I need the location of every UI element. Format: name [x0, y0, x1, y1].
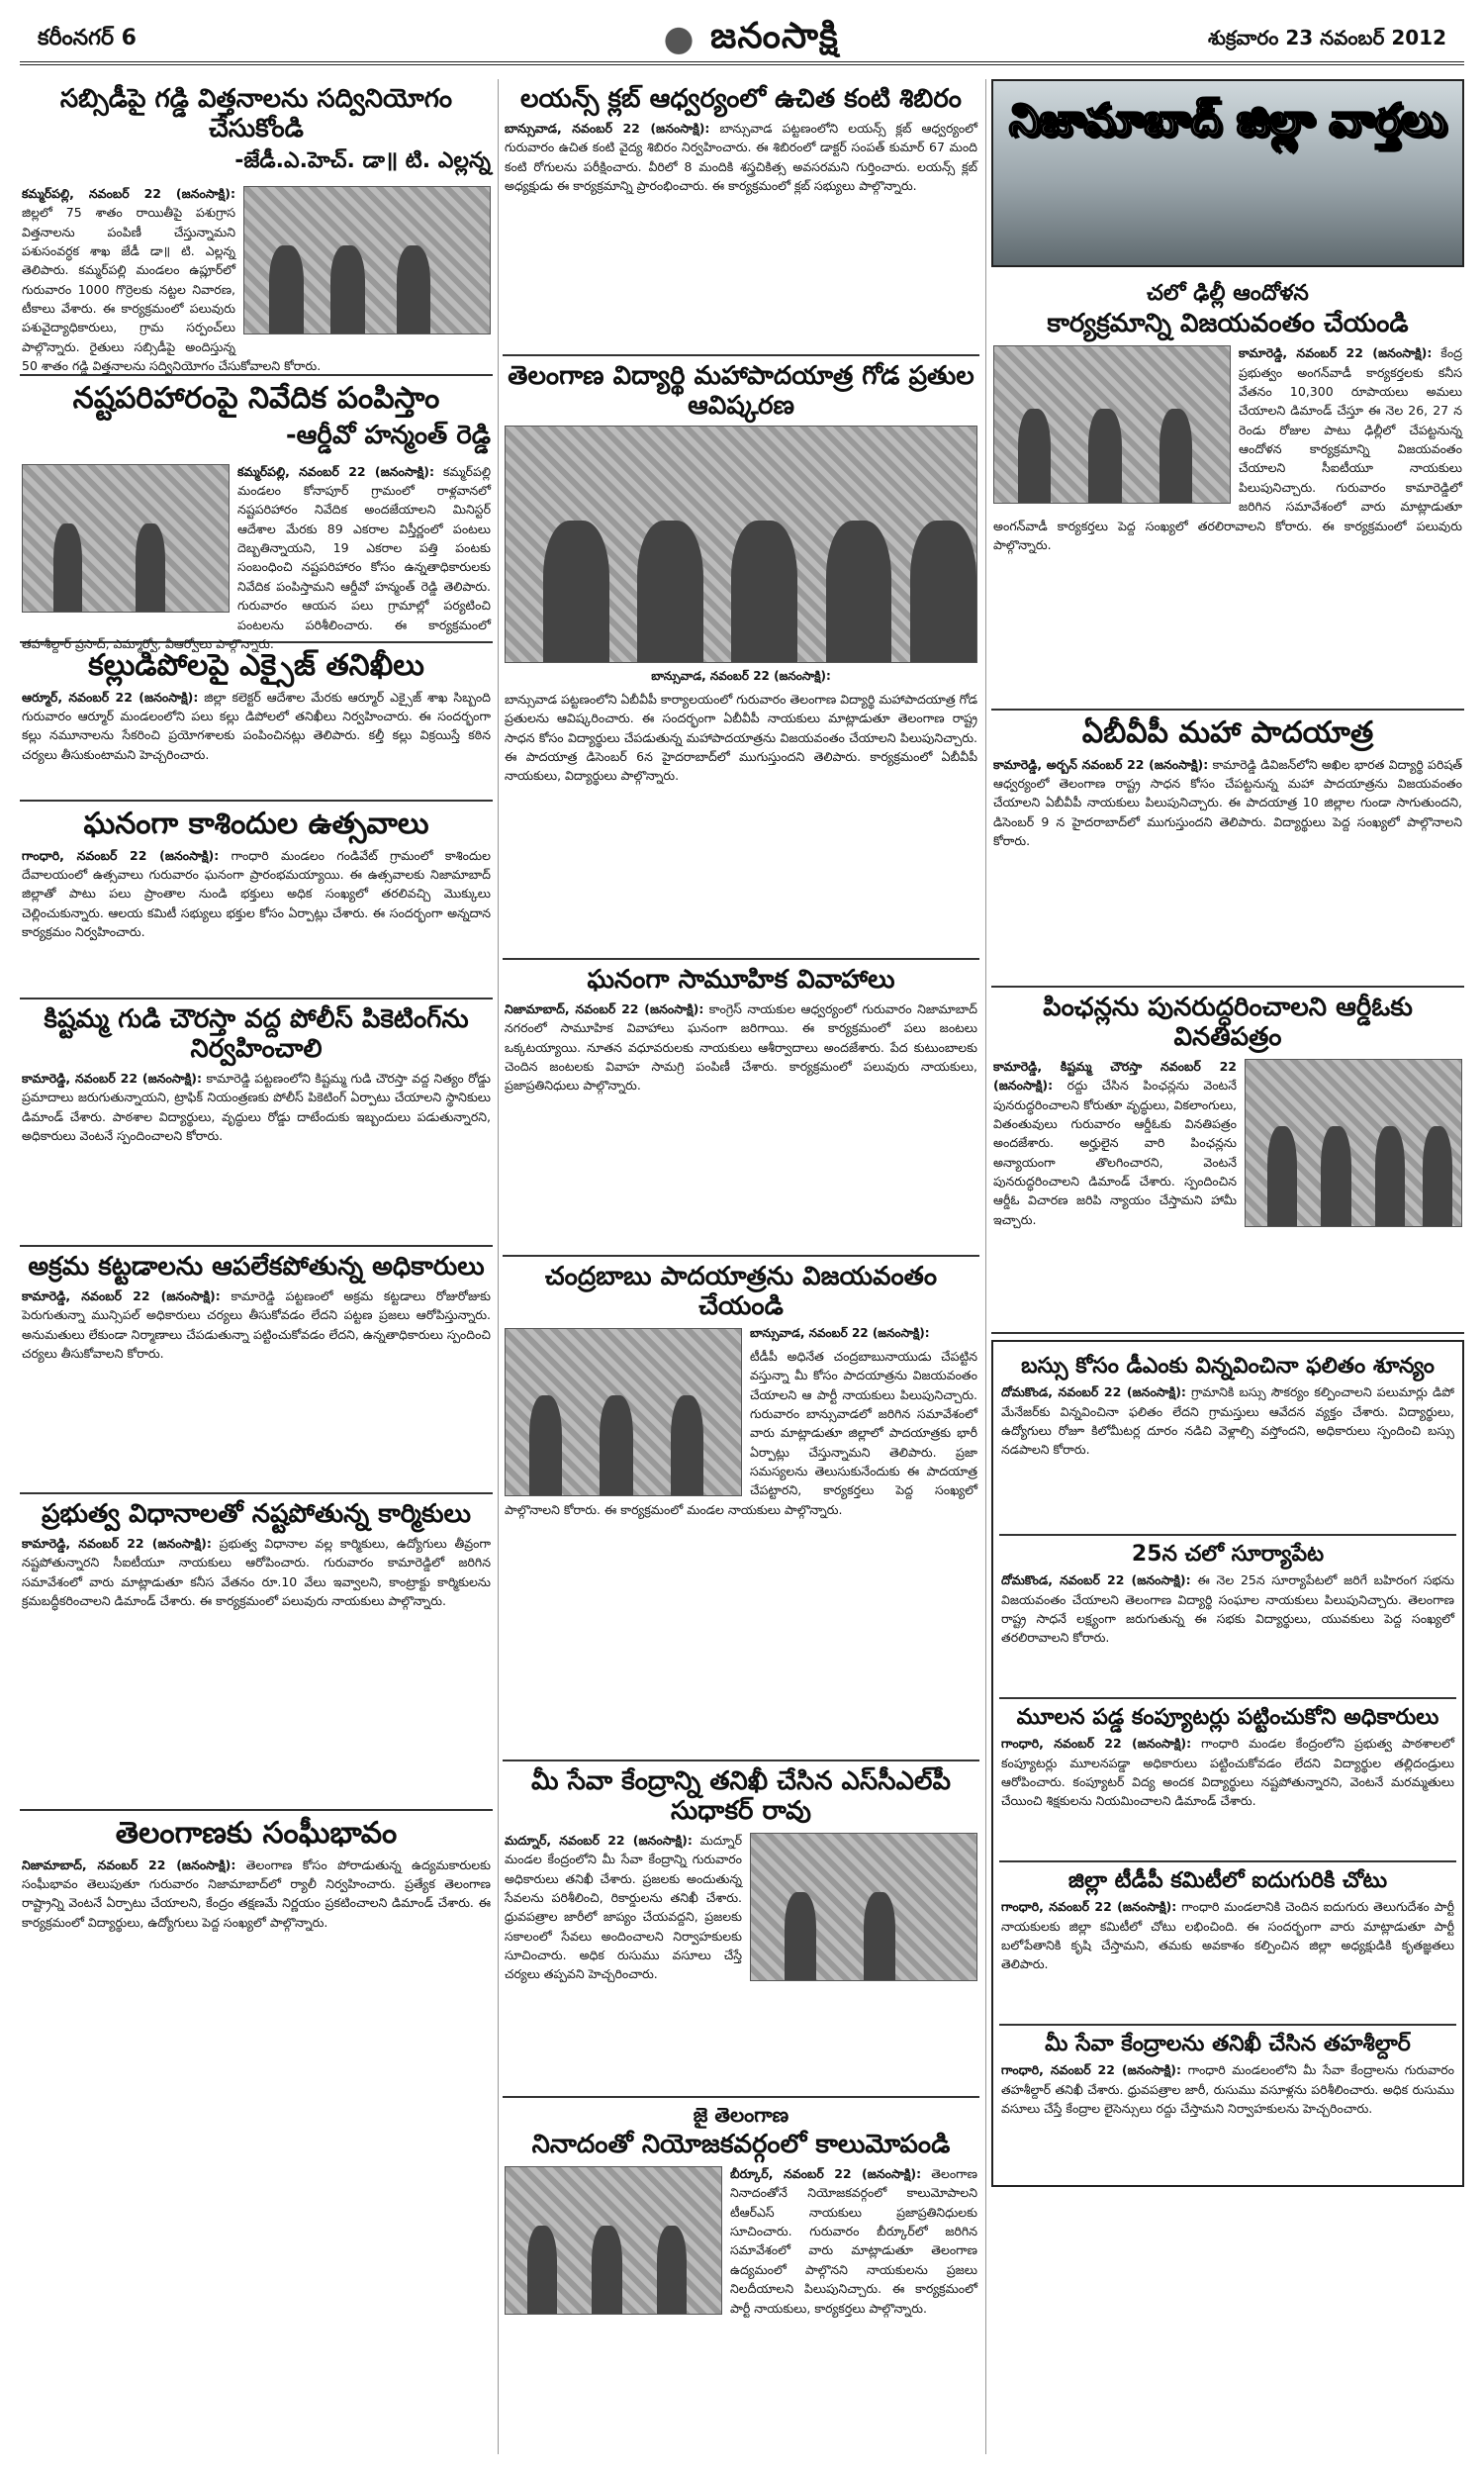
article-dateline: గాంధారి, నవంబర్ 22 (జనంసాక్షి): — [1001, 1736, 1192, 1752]
article-headline: ఘనంగా సామూహిక వివాహాలు — [587, 965, 895, 995]
article-headline: నినాదంతో నియోజకవర్గంలో కాలుమోపండి — [531, 2130, 951, 2159]
district-news-banner — [991, 79, 1464, 267]
article-dateline: ఆర్మూర్, నవంబర్ 22 (జనంసాక్షి): — [22, 689, 199, 705]
article-body: ఈ నెల 25న సూర్యాపేటలో జరిగే బహిరంగ సభను విజయవంతం చేయాలని తెలంగాణ విద్యార్థి సంఘాల నాయకులు పిలుపునిచ్చారు. తెలంగాణ రాష్ట్ర సాధనే లక్ష్యంగా జరుగుతున్న ఈ సభకు విద్యార్థులు, యువకులు పెద్ద సంఖ్యలో తరలిరావాలని కోరారు. — [1001, 1572, 1454, 1646]
article-dateline: గాంధారి, నవంబర్ 22 (జనంసాక్షి): — [1001, 2062, 1181, 2078]
article-body: తెలంగాణ నినాదంతోనే నియోజకవర్గంలో కాలుమోపాలని టీఆర్ఎస్ నాయకులు ప్రజాప్రతినిధులకు సూచించారు. గురువారం బీర్కూర్‌లో జరిగిన సమావేశంలో వారు మాట్లాడుతూ తెలంగాణ ఉద్యమంలో పాల్గొనని నాయకులను ప్రజలు నిలదీయాలని పిలుపునిచ్చారు. ఈ కార్యక్రమంలో పార్టీ నాయకులు, కార్యకర్తలు పాల్గొన్నారు. — [730, 2165, 977, 2316]
article-headline: లయన్స్ క్లబ్ ఆధ్వర్యంలో ఉచిత కంటి శిబిరం — [520, 84, 962, 114]
article-headline: బస్సు కోసం డీఎంకు విన్నవించినా ఫలితం శూన్యం — [1021, 1354, 1435, 1379]
article-photo — [22, 464, 230, 613]
article-dateline: బాన్సువాడ, నవంబర్ 22 (జనంసాక్షి): — [505, 120, 710, 136]
article-byline: -జేడీ.ఎ.హెచ్. డా॥ టి. ఎల్లన్న — [234, 147, 491, 173]
article-student-padayatra — [503, 356, 979, 960]
article-dateline: గాంధారి, నవంబర్ 22 (జనంసాక్షి): — [1001, 1899, 1177, 1915]
article-chandrababu-padayatra — [503, 1257, 979, 1761]
photo-caption: బాన్సువాడ, నవంబర్ 22 (జనంసాక్షి): — [651, 668, 831, 683]
article-headline: మీ సేవా కేంద్రాలను తనిఖీ చేసిన తహశీల్దార్ — [1045, 2032, 1411, 2056]
article-dateline: బీర్కూర్, నవంబర్ 22 (జనంసాక్షి): — [730, 2165, 922, 2181]
article-body: తెలంగాణ కోసం పోరాడుతున్న ఉద్యమకారులకు సంఘీభావం తెలుపుతూ గురువారం నిజామాబాద్‌లో ర్యాలీ నిర్వహించారు. ప్రత్యేక తెలంగాణ రాష్ట్రాన్ని వెంటనే ఏర్పాటు చేయాలని, కేంద్రం తక్షణమే నిర్ణయం ప్రకటించాలని డిమాండ్ చేశారు. ఈ కార్యక్రమంలో విద్యార్థులు, ఉద్యోగులు పెద్ద సంఖ్యలో పాల్గొన్నారు. — [22, 1856, 491, 1930]
article-photo — [505, 2166, 722, 2315]
article-headline: పింఛన్లను పునరుద్ధరించాలని ఆర్డీఓకు వినతిపత్రం — [1043, 993, 1413, 1052]
article-abvp-padayatra — [991, 711, 1464, 988]
issue-date: శుక్రవారం 23 నవంబర్ 2012 — [1208, 26, 1446, 49]
article-body: బాన్సువాడ పట్టణంలోని లయన్స్ క్లబ్ ఆధ్వర్యంలో గురువారం ఉచిత కంటి వైద్య శిబిరం నిర్వహించారు. ఈ శిబిరంలో డాక్టర్ సంపత్ కుమార్ 67 మంది కంటి రోగులను పరీక్షించారు. వీరిలో 8 మందికి శస్త్రచికిత్స అవసరమని గుర్తించారు. లయన్స్ క్లబ్ అధ్యక్షుడు ఈ కార్యక్రమాన్ని ప్రారంభించారు. ఈ కార్యక్రమంలో క్లబ్ సభ్యులు పాల్గొన్నారు. — [505, 120, 978, 194]
masthead — [20, 14, 1464, 65]
article-body: మద్నూర్ మండల కేంద్రంలోని మీ సేవా కేంద్రాన్ని గురువారం అధికారులు తనిఖీ చేశారు. ప్రజలకు అందుతున్న సేవలను పరిశీలించి, రికార్డులను తనిఖీ చేశారు. ధ్రువపత్రాల జారీలో జాప్యం చేయవద్దని, ప్రజలకు సకాలంలో సేవలు అందించాలని నిర్వాహకులకు సూచించారు. అధిక రుసుము వసూలు చేస్తే చర్యలు తప్పవని హెచ్చరించారు. — [505, 1832, 742, 1982]
article-headline: కిష్టమ్మ గుడి చౌరస్తా వద్ద పోలీస్ పికెటింగ్‌ను నిర్వహించాలి — [44, 1004, 469, 1064]
article-dateline: కామారెడ్డి, నవంబర్ 22 (జనంసాక్షి): — [22, 1287, 221, 1303]
article-photo — [505, 1328, 742, 1496]
article-chalo-suryapet — [999, 1536, 1456, 1699]
article-headline: మీ సేవా కేంద్రాన్ని తనిఖీ చేసిన ఎస్‌సీఎల్‌పీ సుధాకర్ రావు — [531, 1766, 951, 1826]
article-byline: -ఆర్డీవో హన్మంత్ రెడ్డి — [285, 420, 491, 450]
article-headline: ఏబీవీపీ మహా పాదయాత్ర — [1081, 715, 1374, 750]
article-grass-seeds — [20, 79, 493, 376]
article-dateline: కమ్మర్‌పల్లి, నవంబర్ 22 (జనంసాక్షి): — [237, 463, 434, 479]
article-headline: తెలంగాణ విద్యార్థి మహాపాదయాత్ర గోడ ప్రతుల ఆవిష్కరణ — [508, 361, 974, 421]
article-mass-weddings — [503, 960, 979, 1257]
article-headline: అక్రమ కట్టడాలను ఆపలేకపోతున్న అధికారులు — [28, 1252, 485, 1282]
article-excise-checks — [20, 643, 493, 802]
article-headline: కల్లుడిపోలపై ఎక్సైజ్ తనిఖీలు — [88, 648, 424, 683]
article-body: బాన్సువాడ పట్టణంలోని ఏబీవీపీ కార్యాలయంలో గురువారం తెలంగాణ విద్యార్థి మహాపాదయాత్ర గోడ ప్రతులను ఆవిష్కరించారు. ఈ సందర్భంగా ఏబీవీపీ నాయకులు మాట్లాడుతూ తెలంగాణ రాష్ట్ర సాధన కోసం విద్యార్థులు చేపడుతున్న మహాపాదయాత్రను విజయవంతం చేయాలని పిలుపునిచ్చారు. ఈ పాదయాత్ర డిసెంబర్ 6న హైదరాబాద్‌లో ముగుస్తుందని తెలిపారు. కార్యక్రమంలో ఏబీవీపీ నాయకులు, విద్యార్థులు పాల్గొన్నారు. — [505, 691, 977, 784]
article-dateline: కామారెడ్డి, అర్బన్ నవంబర్ 22 (జనంసాక్షి): — [993, 756, 1209, 772]
article-dateline: దోమకొండ, నవంబర్ 22 (జనంసాక్షి): — [1001, 1384, 1186, 1400]
article-photo — [505, 426, 977, 663]
article-tahsildar-inspection — [999, 2026, 1456, 2179]
boxed-news — [991, 1340, 1464, 2187]
paper-name — [653, 16, 839, 65]
article-headline: కార్యక్రమాన్ని విజయవంతం చేయండి — [1047, 309, 1409, 339]
article-body: రద్దు చేసిన పింఛన్లను వెంటనే పునరుద్ధరించాలని కోరుతూ వృద్ధులు, వికలాంగులు, వితంతువులు గురువారం ఆర్డీఓకు వినతిపత్రం అందజేశారు. అర్హులైన వారి పింఛన్లను అన్యాయంగా తొలగించారని, వెంటనే పునరుద్ధరించాలని డిమాండ్ చేశారు. స్పందించిన ఆర్డీఓ విచారణ జరిపి న్యాయం చేస్తామని హామీ ఇచ్చారు. — [993, 1078, 1237, 1227]
column-divider — [985, 79, 986, 2454]
article-body: గాంధారి మండలం గండివేట్ గ్రామంలో కాశిందుల దేవాలయంలో ఉత్సవాలు గురువారం ఘనంగా ప్రారంభమయ్యాయి. ఈ ఉత్సవాలకు నిజామాబాద్ జిల్లాతో పాటు పలు ప్రాంతాల నుండి భక్తులు అధిక సంఖ్యలో తరలివచ్చి మొక్కులు చెల్లించుకున్నారు. ఆలయ కమిటీ సభ్యులు భక్తుల కోసం ఏర్పాట్లు చేశారు. ఈ సందర్భంగా అన్నదాన కార్యక్రమం నిర్వహించారు. — [22, 847, 491, 939]
article-police-picketing — [20, 999, 493, 1247]
article-meeseva-inspection — [503, 1761, 979, 2098]
article-chalo-delhi — [991, 275, 1464, 711]
article-body: గాంధారి మండలంలోని మీ సేవా కేంద్రాలను గురువారం తహశీల్దార్ తనిఖీ చేశారు. ధ్రువపత్రాల జారీ, రుసుము వసూళ్లను పరిశీలించారు. అధిక రుసుము వసూలు చేస్తే కేంద్రాల లైసెన్సులు రద్దు చేస్తామని నిర్వాహకులను హెచ్చరించారు. — [1001, 2062, 1454, 2117]
article-headline: 25న చలో సూర్యాపేట — [1131, 1542, 1325, 1567]
article-photo — [243, 186, 491, 334]
article-dateline: మద్నూర్, నవంబర్ 22 (జనంసాక్షి): — [505, 1832, 693, 1848]
article-dateline: కామారెడ్డి, నవంబర్ 22 (జనంసాక్షి): — [22, 1535, 212, 1551]
article-dateline: కామారెడ్డి, నవంబర్ 22 (జనంసాక్షి): — [22, 1070, 202, 1086]
article-headline: తెలంగాణకు సంఘీభావం — [115, 1816, 398, 1851]
article-headline: చంద్రబాబు పాదయాత్రను విజయవంతం చేయండి — [544, 1262, 938, 1321]
article-headline: ఘనంగా కాశిందుల ఉత్సవాలు — [83, 807, 429, 841]
article-headline: ప్రభుత్వ విధానాలతో నష్టపోతున్న కార్మికులు — [42, 1499, 471, 1529]
article-compensation — [20, 376, 493, 651]
article-dateline: కామారెడ్డి, కిష్టమ్మ చౌరస్తా నవంబర్ 22 (జనంసాక్షి): — [993, 1058, 1237, 1094]
article-dateline: నిజామాబాద్, నవంబర్ 22 (జనంసాక్షి): — [505, 1000, 704, 1016]
logo-icon — [653, 21, 704, 54]
column-left — [20, 79, 493, 2454]
article-body: కాంగ్రెస్ నాయకుల ఆధ్వర్యంలో గురువారం నిజామాబాద్ నగరంలో సామూహిక వివాహాలు ఘనంగా జరిగాయి. ఈ కార్యక్రమంలో పలు జంటలు ఒక్కటయ్యాయి. నూతన వధూవరులకు నాయకులు ఆశీర్వాదాలు అందజేశారు. పేద కుటుంబాలకు చెందిన జంటలకు వివాహ సామగ్రి పంపిణీ చేశారు. కార్యక్రమంలో పలువురు నాయకులు, ప్రజాప్రతినిధులు పాల్గొన్నారు. — [505, 1000, 977, 1094]
article-body: టీడీపీ అధినేత చంద్రబాబునాయుడు చేపట్టిన వస్తున్నా మీ కోసం పాదయాత్రను విజయవంతం చేయాలని ఆ పార్టీ నాయకులు పిలుపునిచ్చారు. గురువారం బాన్సువాడలో జరిగిన సమావేశంలో వారు మాట్లాడుతూ జిల్లాలో పాదయాత్రకు భారీ ఏర్పాట్లు చేస్తున్నామని తెలిపారు. ప్రజా సమస్యలను తెలుసుకునేందుకు ఈ పాదయాత్ర చేపట్టారని, కార్యకర్తలు పెద్ద సంఖ్యలో పాల్గొనాలని కోరారు. ఈ కార్యక్రమంలో మండల నాయకులు పాల్గొన్నారు. — [505, 1348, 977, 1517]
article-kicker: చలో ఢిల్లీ ఆందోళన — [1147, 281, 1309, 306]
article-headline: మూలన పడ్డ కంప్యూటర్లు పట్టించుకోని అధికారులు — [1016, 1705, 1439, 1730]
article-body: గ్రామానికి బస్సు సౌకర్యం కల్పించాలని పలుమార్లు డిపో మేనేజర్‌కు విన్నవించినా ఫలితం లేదని గ్రామస్తులు ఆవేదన వ్యక్తం చేశారు. విద్యార్థులు, ఉద్యోగులు రోజూ కిలోమీటర్ల దూరం నడిచి వెళ్లాల్సి వస్తోందని, అధికారులు స్పందించి బస్సు నడపాలని కోరారు. — [1001, 1384, 1454, 1458]
column-divider — [498, 79, 499, 2454]
paper-name-text: జనంసాక్షి — [710, 16, 839, 56]
article-photo — [993, 345, 1231, 504]
article-photo — [1245, 1059, 1462, 1227]
article-headline: సబ్సిడీపై గడ్డి విత్తనాలను సద్వినియోగం చేసుకోండి — [59, 84, 453, 143]
article-headline: జిల్లా టీడీపీ కమిటీలో ఐదుగురికి చోటు — [1067, 1868, 1388, 1893]
article-dateline: నిజామాబాద్, నవంబర్ 22 (జనంసాక్షి): — [22, 1856, 236, 1872]
article-headline: నష్టపరిహారంపై నివేదిక పంపిస్తాం — [72, 381, 440, 416]
article-festival — [20, 802, 493, 999]
article-dateline: దోమకొండ, నవంబర్ 22 (జనంసాక్షి): — [1001, 1572, 1191, 1588]
article-body: గాంధారి మండల కేంద్రంలోని ప్రభుత్వ పాఠశాలలో కంప్యూటర్లు మూలనపడ్డా అధికారులు పట్టించుకోవడం లేదని విద్యార్థుల తల్లిదండ్రులు ఆరోపించారు. కంప్యూటర్ విద్య అందక విద్యార్థులు నష్టపోతున్నారని, వెంటనే మరమ్మతులు చేయించి శిక్షకులను నియమించాలని డిమాండ్ చేశారు. — [1001, 1736, 1454, 1809]
article-bus-request — [999, 1348, 1456, 1536]
article-jai-telangana — [503, 2098, 979, 2434]
article-body: జిల్లలో 75 శాతం రాయితీపై పశుగ్రాస విత్తనాలను పంపిణీ చేస్తున్నామని పశుసంవర్ధక శాఖ జేడీ డా॥ టి. ఎల్లన్న తెలిపారు. కమ్మర్‌పల్లి మండలం ఉప్లూర్‌లో గురువారం 1000 గొర్రెలకు నట్టల నివారణ, టీకాలు వేశారు. ఈ కార్యక్రమంలో పలువురు పశువైద్యాధికారులు, గ్రామ సర్పంచ్‌లు పాల్గొన్నారు. రైతులు సబ్సిడీపై అందిస్తున్న 50 శాతం గడ్డి విత్తనాలను సద్వినియోగం చేసుకోవాలని కోరారు. — [22, 205, 322, 374]
article-eye-camp — [503, 79, 979, 356]
article-body: కమ్మర్‌పల్లి మండలం కోనాపూర్ గ్రామంలో రాళ్లవానలో నష్టపరిహారం నివేదిక అందజేయాలని మినిస్టర్ ఆదేశాల మేరకు 89 ఎకరాల విస్తీర్ణంలో పంటలు దెబ్బతిన్నాయని, 19 ఎకరాల పత్తి పంటకు సంబంధించి నష్టపరిహారం కోసం ఉన్నతాధికారులకు నివేదిక పంపిస్తామని ఆర్డీవో హన్మంత్ రెడ్డి తెలిపారు. గురువారం ఆయన పలు గ్రామాల్లో పర్యటించి పంటలను పరిశీలించారు. ఈ కార్యక్రమంలో తహశీల్దార్ ప్రసాద్, ఎమ్మార్వో, వీఆర్వోలు పాల్గొన్నారు. — [22, 463, 491, 651]
article-dateline: గాంధారి, నవంబర్ 22 (జనంసాక్షి): — [22, 847, 220, 863]
article-illegal-constructions — [20, 1247, 493, 1494]
article-kicker: జై తెలంగాణ — [693, 2103, 789, 2127]
article-body: కామారెడ్డి పట్టణంలోని కిష్టమ్మ గుడి చౌరస్తా వద్ద నిత్యం రోడ్డు ప్రమాదాలు జరుగుతున్నాయని, ట్రాఫిక్ నియంత్రణకు పోలీస్ పికెటింగ్ ఏర్పాటు చేయాలని స్థానికులు డిమాండ్ చేశారు. పాఠశాల విద్యార్థులు, వృద్ధులు రోడ్డు దాటేందుకు ఇబ్బందులు పడుతున్నారని, అధికారులు వెంటనే స్పందించాలని కోరారు. — [22, 1070, 491, 1143]
article-workers — [20, 1494, 493, 1811]
article-dateline: కమ్మర్‌పల్లి, నవంబర్ 22 (జనంసాక్షి): — [22, 185, 235, 201]
edition-label: కరీంనగర్ 6 — [38, 26, 137, 50]
article-body: ప్రభుత్వ విధానాల వల్ల కార్మికులు, ఉద్యోగులు తీవ్రంగా నష్టపోతున్నారని సీఐటీయూ నాయకులు ఆరోపించారు. గురువారం కామారెడ్డిలో జరిగిన సమావేశంలో వారు మాట్లాడుతూ కనీస వేతనం రూ.10 వేలు ఇవ్వాలని, కాంట్రాక్టు కార్మికులను క్రమబద్ధీకరించాలని డిమాండ్ చేశారు. ఈ కార్యక్రమంలో పలువురు నాయకులు పాల్గొన్నారు. — [22, 1535, 491, 1609]
article-body: కేంద్ర ప్రభుత్వం అంగన్‌వాడీ కార్యకర్తలకు కనీస వేతనం 10,300 రూపాయలు అమలు చేయాలని డిమాండ్ చేస్తూ ఈ నెల 26, 27 న రెండు రోజుల పాటు ఢిల్లీలో చేపట్టనున్న ఆందోళన కార్యక్రమాన్ని విజయవంతం చేయాలని సీఐటీయూ నాయకులు పిలుపునిచ్చారు. గురువారం కామారెడ్డిలో జరిగిన సమావేశంలో వారు మాట్లాడుతూ అంగన్‌వాడీ కార్యకర్తలు పెద్ద సంఖ్యలో తరలిరావాలని కోరారు. ఈ కార్యక్రమంలో పలువురు పాల్గొన్నారు. — [993, 345, 1462, 552]
column-right — [991, 79, 1464, 2454]
banner-title: నిజామాబాద్ జిల్లా వార్తలు — [1009, 95, 1446, 145]
article-body: కామారెడ్డి పట్టణంలో అక్రమ కట్టడాలు రోజురోజుకు పెరుగుతున్నా మున్సిపల్ అధికారులు చర్యలు తీసుకోవడం లేదని పట్టణ ప్రజలు ఆరోపిస్తున్నారు. అనుమతులు లేకుండా నిర్మాణాలు చేపడుతున్నా పట్టించుకోవడం లేదని, ఉన్నతాధికారులు స్పందించి చర్యలు తీసుకోవాలని కోరారు. — [22, 1287, 491, 1362]
article-pensions — [991, 988, 1464, 1334]
photo-caption: బాన్సువాడ, నవంబర్ 22 (జనంసాక్షి): — [750, 1325, 930, 1340]
article-photo — [750, 1833, 977, 1981]
article-body: కామారెడ్డి డివిజన్‌లోని అఖిల భారత విద్యార్థి పరిషత్ ఆధ్వర్యంలో తెలంగాణ రాష్ట్ర సాధన కోసం చేపట్టనున్న మహా పాదయాత్రను విజయవంతం చేయాలని ఏబీవీపీ నాయకులు పిలుపునిచ్చారు. ఈ పాదయాత్ర 10 జిల్లాల గుండా సాగుతుందని, డిసెంబర్ 9 న హైదరాబాద్‌లో ముగుస్తుందని తెలిపారు. విద్యార్థులు పెద్ద సంఖ్యలో పాల్గొనాలని కోరారు. — [993, 756, 1462, 848]
article-tdp-committee — [999, 1862, 1456, 2026]
column-middle — [503, 79, 979, 2454]
article-dateline: కామారెడ్డి, నవంబర్ 22 (జనంసాక్షి): — [1239, 345, 1433, 361]
article-computers — [999, 1699, 1456, 1862]
article-body: గాంధారి మండలానికి చెందిన ఐదుగురు తెలుగుదేశం పార్టీ నాయకులకు జిల్లా కమిటీలో చోటు లభించింది. ఈ సందర్భంగా వారు మాట్లాడుతూ పార్టీ బలోపేతానికి కృషి చేస్తామని, తమకు అవకాశం కల్పించిన జిల్లా అధ్యక్షుడికి కృతజ్ఞతలు తెలిపారు. — [1001, 1899, 1455, 1972]
article-telangana-solidarity — [20, 1811, 493, 2108]
article-body: జిల్లా కలెక్టర్ ఆదేశాల మేరకు ఆర్మూర్ ఎక్సైజ్ శాఖ సిబ్బంది గురువారం ఆర్మూర్ మండలంలోని పలు కల్లు డిపోలలో తనిఖీలు నిర్వహించారు. ఈ సందర్భంగా కల్లు నమూనాలను సేకరించి ప్రయోగశాలకు పంపించినట్లు తెలిపారు. కల్తీ కల్లు విక్రయిస్తే కఠిన చర్యలు తీసుకుంటామని హెచ్చరించారు. — [22, 689, 491, 762]
